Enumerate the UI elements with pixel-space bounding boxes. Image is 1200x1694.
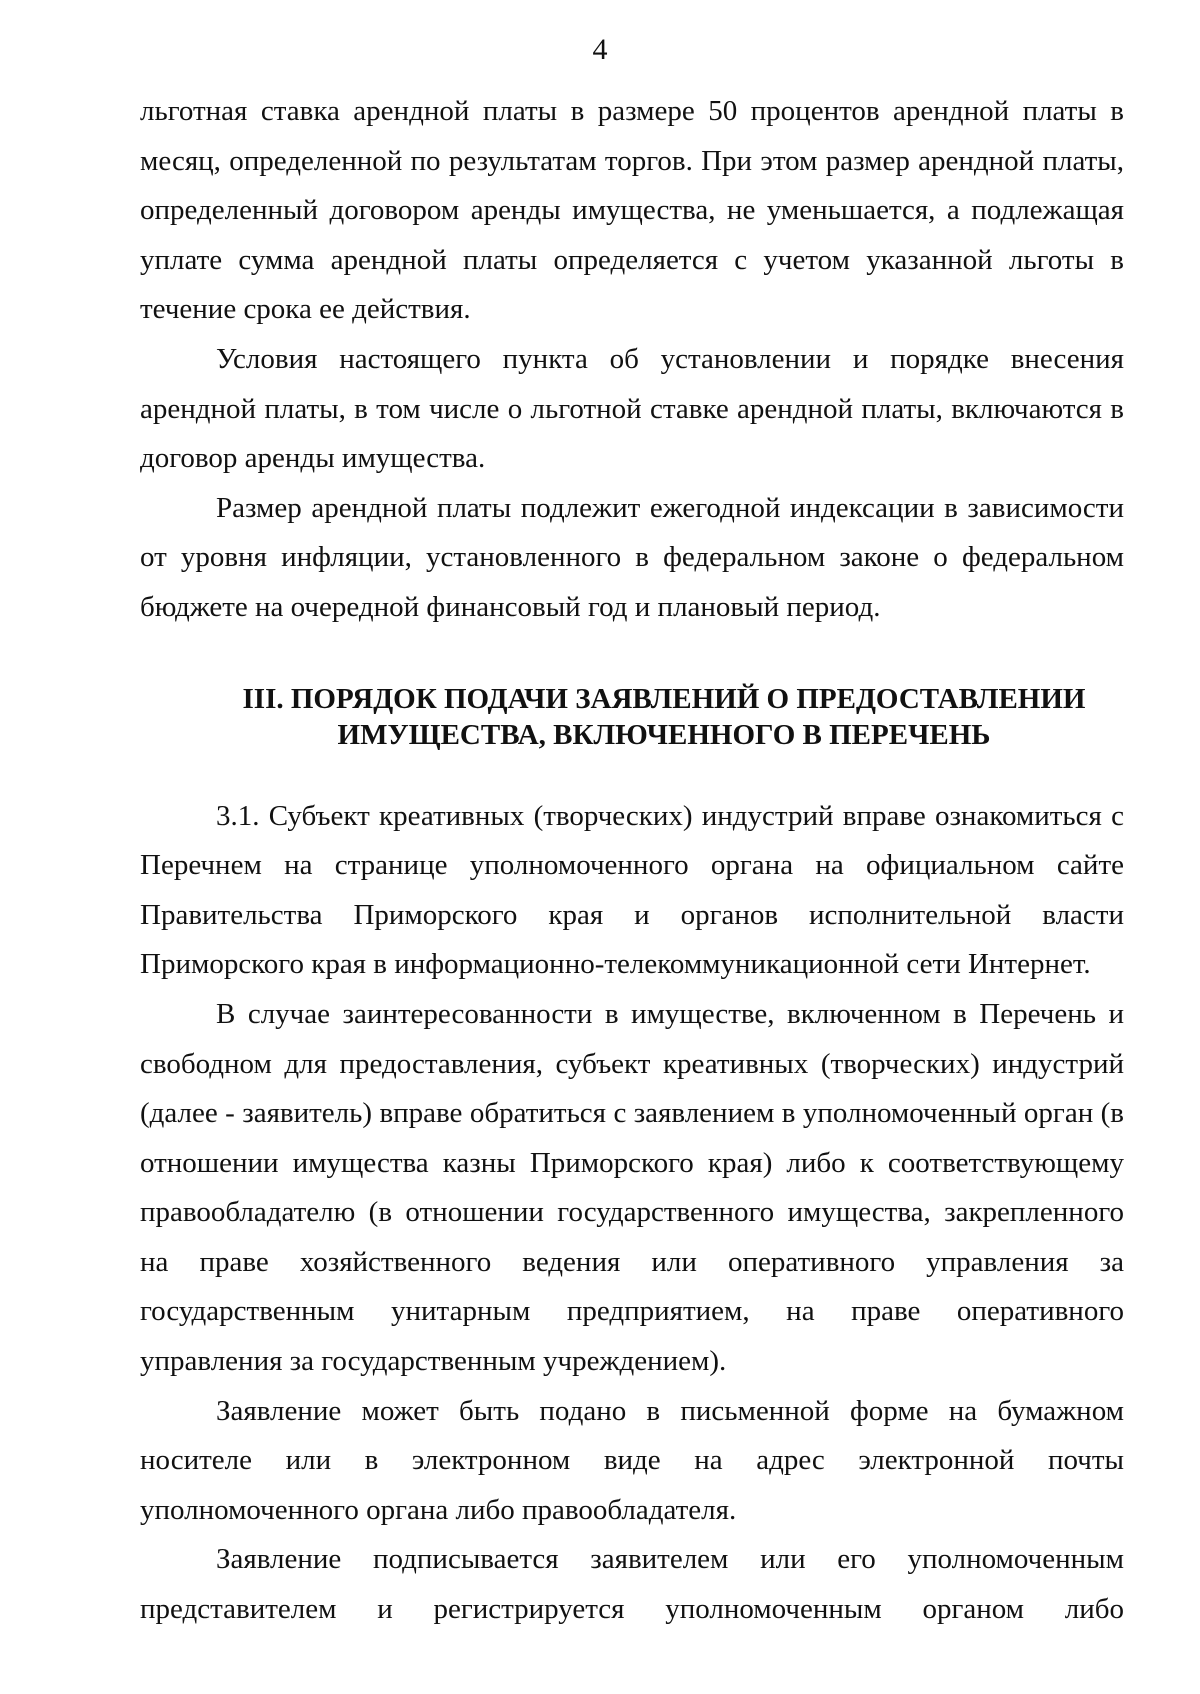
paragraph-application-signing: Заявление подписывается заявителем или его уполномоченным представителем и регистрируется уполномоченным органом либо (140, 1543, 1124, 1626)
section-heading (140, 681, 1124, 753)
paragraph-rent-rate: льготная ставка арендной платы в размере 50 процентов арендной платы в месяц, определенной по результатам торгов. При этом размер арендной платы, определенный договором аренды имущества, не уменьшается, а подлежащая уплате сумма арендной платы определяется с учетом указанной льготы в течение срока ее действия. (140, 95, 1124, 326)
section-heading-line-2: ИМУЩЕСТВА, ВКЛЮЧЕННОГО В ПЕРЕЧЕНЬ (337, 718, 991, 751)
section-heading-line-1: III. ПОРЯДОК ПОДАЧИ ЗАЯВЛЕНИЙ О ПРЕДОСТАВЛЕНИИ (242, 682, 1086, 715)
paragraph-rent-conditions: Условия настоящего пункта об установлении и порядке внесения арендной платы, в том числе о льготной ставке арендной платы, включаются в договор аренды имущества. (140, 342, 1124, 475)
document-body (140, 87, 1124, 1635)
page-number: 4 (592, 33, 608, 66)
paragraph-rent-indexation: Размер арендной платы подлежит ежегодной индексации в зависимости от уровня инфляции, установленного в федеральном законе о федеральном бюджете на очередной финансовый год и плановый период. (140, 491, 1124, 623)
paragraph-application-form: Заявление может быть подано в письменной форме на бумажном носителе или в электронном виде на адрес электронной почты уполномоченного органа либо правообладателя. (140, 1394, 1124, 1526)
paragraph-3-1: 3.1. Субъект креативных (творческих) индустрий вправе ознакомиться с Перечнем на странице уполномоченного органа на официальном сайте Правительства Приморского края и органов исполнительной власти Приморского края в информационно-телекоммуникационной сети Интернет. (140, 799, 1124, 981)
paragraph-interest: В случае заинтересованности в имуществе, включенном в Перечень и свободном для предоставления, субъект креативных (творческих) индустрий (далее - заявитель) вправе обратиться с заявлением в уполномоченный орган (в отношении имущества казны Приморского края) либо к соответствующему правообладателю (в отношении государственного имущества, закрепленного на праве хозяйственного ведения или оперативного управления за государственным унитарным предприятием, на праве оперативного управления за государственным учреждением). (140, 997, 1124, 1378)
